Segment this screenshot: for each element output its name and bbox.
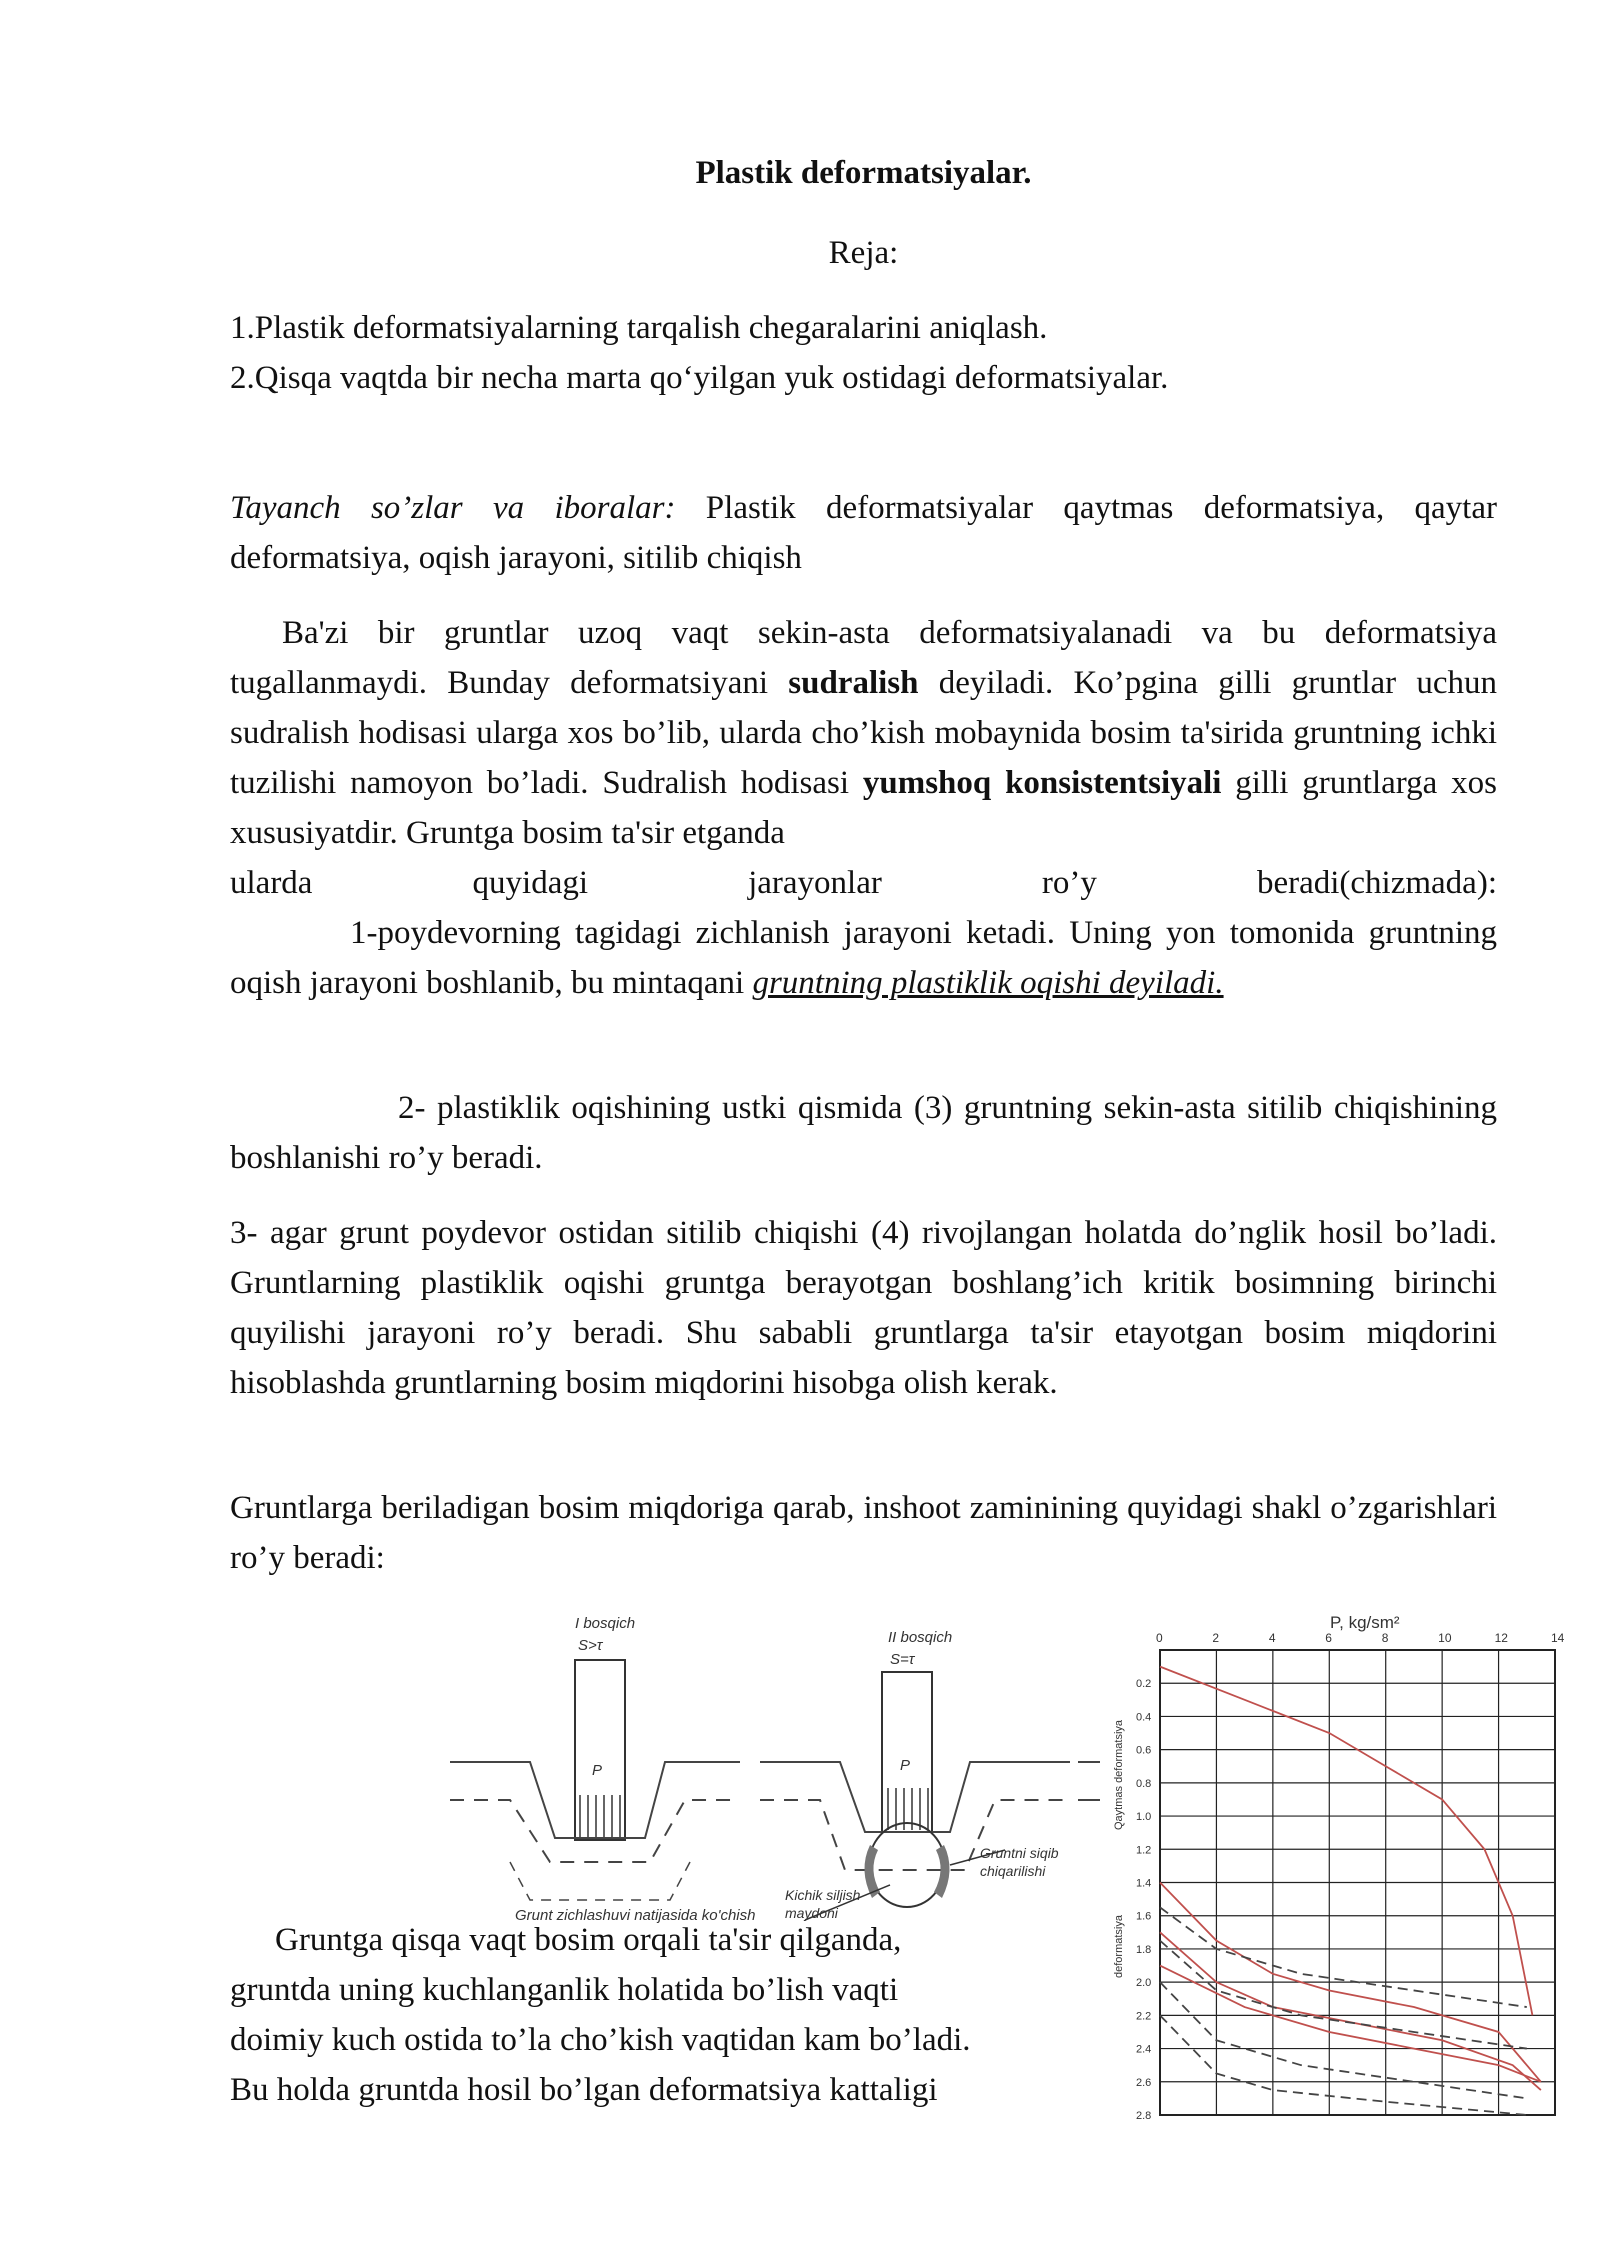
paragraph-1-spread-line: ularda quyidagi jarayonlar ro’y beradi(chizmada): bbox=[230, 865, 1497, 901]
stage-1-load-label: P bbox=[592, 1762, 603, 1779]
stage-1-foundation bbox=[575, 1660, 625, 1840]
paragraph-5-line-4: Bu holda gruntda hosil bo’lgan deformatsiya kattaligi bbox=[230, 2072, 938, 2108]
paragraph-1-step-1 bbox=[230, 908, 1497, 1008]
stage-2-load-label: P bbox=[900, 1757, 911, 1774]
para1-text-e: gilli gruntlarga xos xususiyatdir. Gruntga bosim ta'sir etganda bbox=[230, 765, 1497, 851]
keywords-text: Plastik deformatsiyalar qaytmas deformatsiya, qaytar deformatsiya, oqish jarayoni, sitilib chiqish bbox=[230, 490, 1497, 576]
chart-y-tick-label: 2.4 bbox=[1136, 2043, 1152, 2056]
paragraph-2: 2- plastiklik oqishining ustki qismida (3) gruntning sekin-asta sitilib chiqishining boshlanishi ro’y beradi. bbox=[230, 1090, 1497, 1176]
paragraph-1-main bbox=[230, 608, 1497, 858]
plan-item-2: 2.Qisqa vaqtda bir necha marta qo‘yilgan yuk ostidagi deformatsiyalar. bbox=[230, 360, 1169, 396]
deformation-chart bbox=[1113, 1613, 1565, 2120]
chart-y-ticks bbox=[1136, 1678, 1151, 2120]
paragraph-1 bbox=[230, 608, 1497, 1008]
chart-y-tick-label: 0.4 bbox=[1136, 1711, 1152, 1724]
stage-1-load-arrows bbox=[580, 1795, 620, 1838]
chart-x-tick-label: 4 bbox=[1268, 1631, 1276, 1645]
keywords-label: Tayanch so’zlar va iboralar: bbox=[230, 490, 676, 526]
chart-y-tick-label: 0.6 bbox=[1136, 1744, 1152, 1757]
paragraph-5 bbox=[230, 1915, 1130, 2115]
chart-x-tick-label: 12 bbox=[1494, 1631, 1508, 1645]
stage-1-condition: S>τ bbox=[578, 1637, 603, 1654]
chart-y-tick-label: 2.8 bbox=[1136, 2110, 1152, 2120]
stage-2-shear-zone bbox=[869, 1823, 945, 1907]
plan-heading: Reja: bbox=[828, 235, 899, 271]
stage-1-displacement-line bbox=[450, 1800, 740, 1862]
chart-x-ticks bbox=[1156, 1631, 1565, 1645]
chart-y-tick-label: 1.0 bbox=[1136, 1811, 1152, 1824]
stage-2-ground-line bbox=[760, 1762, 1070, 1832]
chart-y-tick-label: 1.2 bbox=[1136, 1844, 1152, 1857]
paragraph-3: 3- agar grunt poydevor ostidan sitilib chiqishi (4) rivojlangan holatda do’nglik hosil bo’ladi. Gruntlarning plastiklik oqishi gruntga berayotgan boshlang’ich kritik bosimning birinchi quyilishi jarayoni ro’y beradi. Shu sababli gruntlarga ta'sir etayotgan bosim miqdorini hisoblashda gruntlarning bosim miqdorini hisobga olish kerak. bbox=[230, 1215, 1497, 1401]
para1-text-a: Ba'zi bir gruntlar uzoq vaqt sekin-asta deformatsiyalanadi va bu deformatsiya tugallanmaydi. Bunday deformatsiyani bbox=[230, 615, 1497, 701]
para1-text-f: 1-poydevorning tagidagi zichlanish jarayoni ketadi. Uning yon tomonida gruntning oqish jarayoni boshlanib, bu mintaqani bbox=[230, 915, 1497, 1001]
chart-grid bbox=[1160, 1650, 1555, 2115]
para1-bold-term: sudralish bbox=[788, 665, 919, 701]
stage-2-foundation bbox=[882, 1672, 932, 1832]
chart-ylabel-upper: Qaytmas deformatsiya bbox=[1113, 1719, 1125, 1830]
stage-2-label-right-1: Gruntni siqib bbox=[980, 1845, 1059, 1861]
chart-x-tick-label: 6 bbox=[1325, 1631, 1332, 1645]
para1-underlined-term: gruntning plastiklik oqishi deyiladi. bbox=[752, 965, 1224, 1001]
stage-1-label: I bosqich bbox=[575, 1615, 636, 1632]
chart-y-tick-label: 0.2 bbox=[1136, 1678, 1152, 1691]
chart-y-tick-label: 2.0 bbox=[1136, 1977, 1152, 1990]
paragraph-5-line-2: gruntda uning kuchlanganlik holatida bo’lish vaqti bbox=[230, 1972, 899, 2008]
chart-y-tick-label: 1.6 bbox=[1136, 1910, 1152, 1923]
paragraph-4: Gruntlarga beriladigan bosim miqdoriga qarab, inshoot zaminining quyidagi shakl o’zgarishlari ro’y beradi: bbox=[230, 1490, 1497, 1576]
paragraph-5-line-1: Gruntga qisqa vaqt bosim orqali ta'sir qilganda, bbox=[275, 1922, 902, 1958]
stage-2-label: II bosqich bbox=[888, 1629, 953, 1646]
chart-y-tick-label: 1.4 bbox=[1136, 1877, 1152, 1890]
chart-x-tick-label: 10 bbox=[1438, 1631, 1452, 1645]
chart-x-tick-label: 8 bbox=[1381, 1631, 1389, 1645]
stage-2-label-left-2: maydoni bbox=[785, 1905, 838, 1921]
foundation-diagram-stage-1 bbox=[450, 1615, 755, 1924]
foundation-diagram-stage-2 bbox=[760, 1629, 1100, 1921]
stage-2-label-left-1: Kichik siljish bbox=[785, 1887, 861, 1903]
chart-title: P, kg/sm² bbox=[1330, 1613, 1400, 1632]
chart-ylabel-lower: deformatsiya bbox=[1113, 1915, 1125, 1978]
paragraph-5-line-3: doimiy kuch ostida to’la cho’kish vaqtidan kam bo’ladi. bbox=[230, 2022, 971, 2058]
document-title: Plastik deformatsiyalar. bbox=[695, 155, 1032, 191]
chart-series-line-3 bbox=[1160, 1932, 1541, 2090]
para1-bold-consistency: yumshoq konsistentsiyali bbox=[862, 765, 1222, 801]
chart-series-line-6 bbox=[1160, 1941, 1527, 2049]
chart-y-tick-label: 2.2 bbox=[1136, 2010, 1152, 2023]
chart-x-tick-label: 14 bbox=[1551, 1631, 1565, 1645]
stage-2-condition: S=τ bbox=[890, 1651, 915, 1668]
stage-2-shear-band-right bbox=[934, 1845, 950, 1898]
chart-y-tick-label: 1.8 bbox=[1136, 1943, 1152, 1956]
chart-x-tick-label: 2 bbox=[1212, 1631, 1220, 1645]
chart-series-line-8 bbox=[1160, 2015, 1527, 2115]
chart-series bbox=[1160, 1667, 1541, 2115]
plan-item-1: 1.Plastik deformatsiyalarning tarqalish chegaralarini aniqlash. bbox=[230, 310, 1048, 346]
keywords-paragraph bbox=[230, 483, 1497, 583]
stage-1-compaction-zone bbox=[510, 1862, 690, 1900]
chart-y-tick-label: 2.6 bbox=[1136, 2076, 1152, 2089]
chart-y-tick-label: 0.8 bbox=[1136, 1777, 1152, 1790]
para1-text-c: deyiladi. Ko’pgina gilli gruntlar uchun sudralish hodisasi ularga xos bo’lib, ularda cho’kish mobaynida bosim ta'sirida gruntning ichki tuzilishi namoyon bo’ladi. Sudralish hodisasi bbox=[230, 665, 1497, 801]
stage-2-label-right-2: chiqarilishi bbox=[980, 1863, 1046, 1879]
chart-x-tick-label: 0 bbox=[1156, 1631, 1163, 1645]
stage-1-caption: Grunt zichlashuvi natijasida ko'chish bbox=[515, 1907, 756, 1924]
plan-list bbox=[230, 303, 1497, 403]
